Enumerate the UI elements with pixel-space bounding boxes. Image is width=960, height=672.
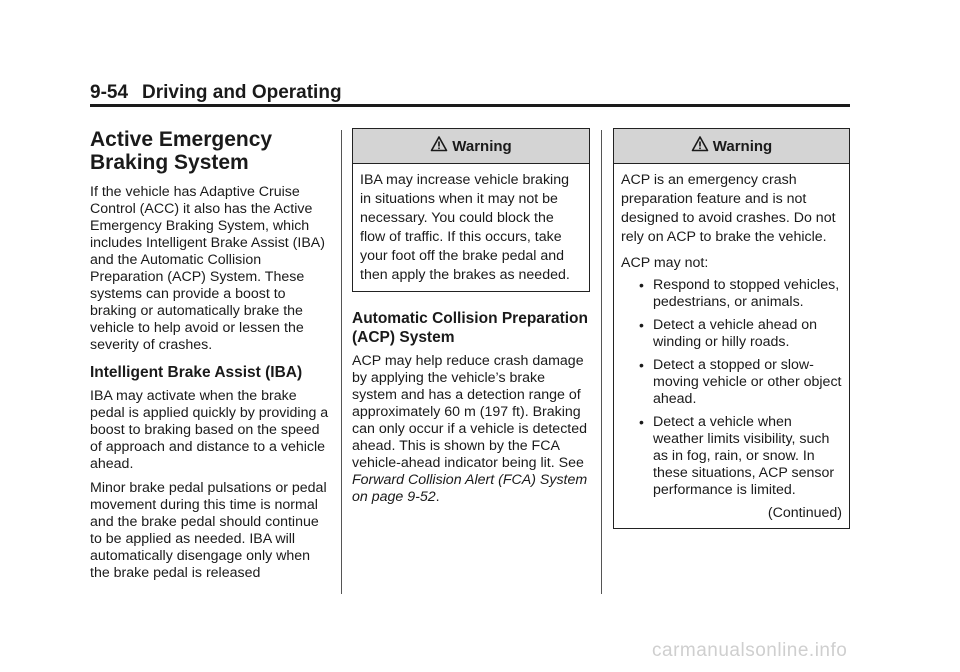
column-1 <box>90 128 330 589</box>
section-title: Driving and Operating <box>142 82 342 103</box>
acp-end: . <box>435 489 440 505</box>
warning-title: Warning <box>712 137 773 155</box>
iba-heading: Intelligent Brake Assist (IBA) <box>90 364 303 381</box>
column-2 <box>352 128 590 513</box>
acp-heading: Automatic Collision Preparation (ACP) System <box>352 310 588 346</box>
fca-link[interactable]: Forward Collision Alert (FCA) System on page 9-52 <box>352 472 588 505</box>
warning-header <box>353 129 589 164</box>
continued-label: (Continued) <box>767 505 842 521</box>
page-title: Active Emergency Braking System <box>90 128 273 174</box>
list-item: • Respond to stopped vehicles, pedestrians, or animals. <box>639 277 842 311</box>
page-number: 9-54 <box>90 82 129 103</box>
list-item: • Detect a vehicle ahead on winding or hilly roads. <box>639 317 842 351</box>
header-rule <box>90 104 850 107</box>
warning-header <box>614 129 849 164</box>
acp-limitations-list <box>621 277 842 499</box>
column-divider-1 <box>341 130 342 594</box>
acp-paragraph <box>352 353 590 506</box>
warning-triangle-icon <box>430 135 448 157</box>
warning-box-iba <box>352 128 590 292</box>
warning-title: Warning <box>452 137 512 155</box>
warning-body <box>614 164 849 528</box>
iba-paragraph-2: Minor brake pedal pulsations or pedal movement during this time is normal and the brake pedal should continue to be applied as needed. IBA will automatically disengage only when the brake pedal is released <box>90 480 327 581</box>
warning-box-acp <box>613 128 850 529</box>
column-3 <box>613 128 850 529</box>
column-divider-2 <box>601 130 602 594</box>
list-intro: ACP may not: <box>621 255 709 271</box>
watermark: carmanualsonline.info <box>652 640 848 661</box>
warning-text: ACP is an emergency crash preparation feature and is not designed to avoid crashes. Do not rely on ACP to brake the vehicle. <box>621 172 836 245</box>
acp-text: ACP may help reduce crash damage by applying the vehicle’s brake system and has a detection range of approximately 60 m (197 ft). Braking can only occur if a vehicle is detected ahead. This is shown by the FCA vehicle-ahead indicator being lit. See <box>352 353 588 471</box>
warning-text: IBA may increase vehicle braking in situations when it may not be necessary. You could block the flow of traffic. If this occurs, take your foot off the brake pedal and then apply the brakes as needed. <box>360 172 570 283</box>
list-item: • Detect a vehicle when weather limits visibility, such as in fog, rain, or snow. In these situations, ACP sensor performance is limited. <box>639 414 842 499</box>
warning-triangle-icon <box>691 135 709 157</box>
page-header <box>90 82 342 104</box>
intro-paragraph: If the vehicle has Adaptive Cruise Control (ACC) it also has the Active Emergency Braking System, which includes Intelligent Brake Assist (IBA) and the Automatic Collision Preparation (ACP) System. These systems can provide a boost to braking or automatically brake the vehicle to help avoid or lessen the severity of crashes. <box>90 184 325 353</box>
iba-paragraph-1: IBA may activate when the brake pedal is applied quickly by providing a boost to braking based on the speed of approach and distance to a vehicle ahead. <box>90 388 329 472</box>
list-item: • Detect a stopped or slow-moving vehicle or other object ahead. <box>639 357 842 408</box>
